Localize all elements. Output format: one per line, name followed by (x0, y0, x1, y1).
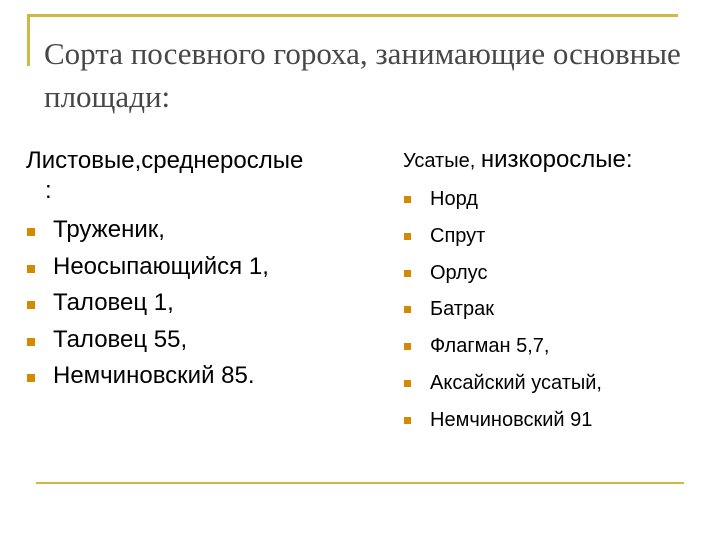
right-heading-part1: Усатые, (403, 150, 481, 172)
square-bullet-icon (404, 270, 411, 277)
list-item (26, 322, 391, 359)
list-item-label: Немчиновский 85. (53, 362, 255, 389)
decorative-vertical-line (27, 14, 30, 66)
list-item (403, 328, 703, 365)
square-bullet-icon (404, 196, 411, 203)
square-bullet-icon (27, 374, 35, 382)
square-bullet-icon (27, 265, 35, 273)
list-item-label: Таловец 1, (53, 289, 174, 316)
list-item-label: Орлус (430, 261, 488, 284)
list-item-label: Батрак (430, 298, 494, 321)
right-heading (403, 145, 703, 178)
decorative-top-line (27, 14, 678, 17)
square-bullet-icon (27, 338, 35, 346)
list-item (26, 249, 391, 286)
square-bullet-icon (404, 233, 411, 240)
square-bullet-icon (27, 301, 35, 309)
right-list (403, 181, 703, 439)
right-column (403, 145, 703, 439)
square-bullet-icon (404, 380, 411, 387)
square-bullet-icon (404, 306, 411, 313)
left-list (26, 212, 391, 395)
list-item-label: Таловец 55, (53, 325, 188, 353)
square-bullet-icon (404, 417, 411, 424)
list-item-label: Труженик, (53, 216, 165, 243)
list-item (26, 212, 391, 249)
list-item-label: Норд (430, 188, 478, 210)
list-item (403, 218, 703, 255)
list-item (403, 291, 703, 328)
left-heading: Листовые,среднерослые (26, 147, 304, 174)
list-item-label: Немчиновский 91 (430, 408, 593, 431)
list-item-label: Неосыпающийся 1, (53, 252, 269, 280)
list-item (403, 255, 703, 292)
left-heading-colon: : (45, 177, 52, 204)
list-item-label: Флагман 5,7, (430, 335, 550, 358)
list-item-label: Спрут (430, 224, 486, 247)
list-item (26, 285, 391, 322)
right-heading-part2: низкорослые: (480, 146, 633, 173)
list-item (403, 181, 703, 218)
list-item-label: Аксайский усатый, (430, 371, 602, 394)
list-item (403, 402, 703, 439)
list-item (403, 365, 703, 402)
square-bullet-icon (27, 228, 35, 236)
left-column (26, 146, 391, 395)
square-bullet-icon (404, 343, 411, 350)
decorative-bottom-line (36, 482, 684, 484)
list-item (26, 358, 391, 395)
slide-title: Сорта посевного гороха, занимающие основные площади: (44, 36, 681, 114)
